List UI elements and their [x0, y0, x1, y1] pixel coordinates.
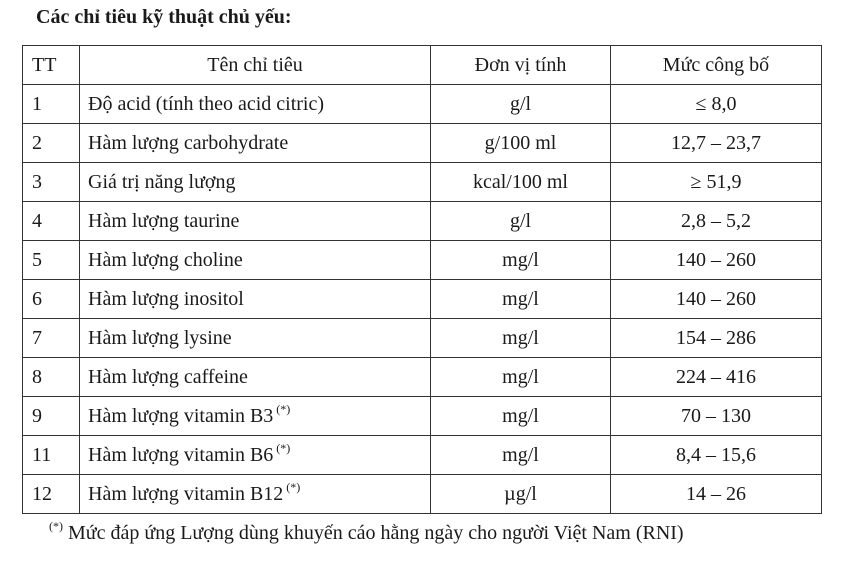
footnote-mark: (*): [49, 519, 63, 533]
cell-tt: [23, 358, 80, 397]
cell-tt-text: 5: [32, 248, 42, 271]
cell-unit: [431, 358, 611, 397]
note-mark: (*): [286, 479, 301, 494]
cell-level-text: 224 – 416: [676, 365, 756, 388]
header-unit: Đơn vị tính: [431, 46, 611, 85]
cell-name: [80, 475, 431, 514]
table-body: [23, 85, 822, 514]
table-row: [23, 202, 822, 241]
footnote: [49, 519, 684, 545]
cell-name: [80, 124, 431, 163]
cell-name-text: Hàm lượng inositol: [88, 287, 244, 310]
cell-unit-text: g/100 ml: [484, 131, 557, 154]
cell-level-text: 140 – 260: [676, 287, 756, 310]
cell-tt-text: 7: [32, 326, 42, 349]
cell-name-text: Hàm lượng vitamin B12: [88, 482, 284, 505]
section-heading: Các chỉ tiêu kỹ thuật chủ yếu:: [36, 6, 292, 28]
cell-level-text: 14 – 26: [686, 482, 746, 505]
header-level: Mức công bố: [611, 46, 822, 85]
cell-tt: [23, 241, 80, 280]
cell-tt-text: 3: [32, 170, 42, 193]
cell-level-text: 70 – 130: [681, 404, 751, 427]
table-row: [23, 85, 822, 124]
cell-name: [80, 85, 431, 124]
cell-level: [611, 319, 822, 358]
cell-level-text: 2,8 – 5,2: [681, 209, 751, 232]
table-row: [23, 241, 822, 280]
cell-level-text: ≥ 51,9: [690, 170, 742, 193]
table-row: [23, 280, 822, 319]
cell-unit: [431, 163, 611, 202]
cell-tt-text: 4: [32, 209, 42, 232]
cell-tt: [23, 475, 80, 514]
cell-tt-text: 12: [32, 482, 52, 505]
cell-unit: [431, 124, 611, 163]
cell-name-text: Hàm lượng caffeine: [88, 365, 248, 388]
table-row: [23, 475, 822, 514]
cell-level-text: 154 – 286: [676, 326, 756, 349]
cell-unit-text: mg/l: [502, 326, 539, 349]
cell-level-text: 140 – 260: [676, 248, 756, 271]
cell-name-text: Hàm lượng vitamin B3: [88, 404, 274, 427]
header-name: Tên chỉ tiêu: [80, 46, 431, 85]
cell-unit: [431, 319, 611, 358]
cell-level: [611, 358, 822, 397]
cell-tt: [23, 397, 80, 436]
cell-level-text: 8,4 – 15,6: [676, 443, 756, 466]
cell-level-text: 12,7 – 23,7: [671, 131, 761, 154]
cell-name-text: Hàm lượng choline: [88, 248, 243, 271]
cell-level: [611, 475, 822, 514]
cell-name: [80, 397, 431, 436]
cell-level: [611, 280, 822, 319]
cell-unit-text: mg/l: [502, 248, 539, 271]
table-row: [23, 319, 822, 358]
note-mark: (*): [276, 440, 291, 455]
cell-unit: [431, 241, 611, 280]
note-mark: (*): [276, 401, 291, 416]
cell-tt: [23, 202, 80, 241]
cell-unit-text: g/l: [509, 209, 532, 232]
cell-tt: [23, 163, 80, 202]
cell-name-text: Giá trị năng lượng: [88, 170, 236, 193]
cell-name: [80, 319, 431, 358]
cell-unit-text: g/l: [509, 92, 532, 115]
table-row: [23, 436, 822, 475]
cell-unit: [431, 85, 611, 124]
cell-unit-text: mg/l: [502, 365, 539, 388]
cell-level: [611, 163, 822, 202]
cell-name-text: Hàm lượng vitamin B6: [88, 443, 274, 466]
cell-tt-text: 2: [32, 131, 42, 154]
cell-level: [611, 202, 822, 241]
cell-name-text: Độ acid (tính theo acid citric): [88, 92, 325, 115]
table-row: [23, 358, 822, 397]
cell-unit-text: µg/l: [504, 482, 537, 505]
footnote-text: Mức đáp ứng Lượng dùng khuyến cáo hằng ngày cho người Việt Nam (RNI): [68, 522, 684, 544]
cell-name-text: Hàm lượng lysine: [88, 326, 232, 349]
cell-level: [611, 436, 822, 475]
cell-tt: [23, 280, 80, 319]
cell-name: [80, 436, 431, 475]
table-row: [23, 124, 822, 163]
table-row: [23, 163, 822, 202]
cell-unit-text: mg/l: [502, 404, 539, 427]
cell-level: [611, 397, 822, 436]
cell-level: [611, 85, 822, 124]
header-tt: TT: [23, 46, 80, 85]
cell-level: [611, 241, 822, 280]
cell-tt: [23, 319, 80, 358]
table-row: [23, 397, 822, 436]
cell-level: [611, 124, 822, 163]
cell-tt-text: 1: [32, 92, 42, 115]
cell-name: [80, 202, 431, 241]
cell-level-text: ≤ 8,0: [695, 92, 737, 115]
cell-tt-text: 9: [32, 404, 42, 427]
cell-unit: [431, 280, 611, 319]
cell-unit-text: mg/l: [502, 287, 539, 310]
cell-unit: [431, 202, 611, 241]
specification-table: [22, 45, 822, 514]
cell-tt-text: 6: [32, 287, 42, 310]
cell-unit: [431, 436, 611, 475]
cell-unit: [431, 475, 611, 514]
cell-tt: [23, 124, 80, 163]
cell-name-text: Hàm lượng carbohydrate: [88, 131, 289, 154]
cell-name: [80, 280, 431, 319]
cell-tt: [23, 85, 80, 124]
cell-unit: [431, 397, 611, 436]
cell-name: [80, 163, 431, 202]
cell-unit-text: mg/l: [502, 443, 539, 466]
cell-tt-text: 11: [32, 443, 52, 466]
table-header-row: [23, 46, 822, 85]
cell-name-text: Hàm lượng taurine: [88, 209, 240, 232]
cell-tt: [23, 436, 80, 475]
cell-tt-text: 8: [32, 365, 42, 388]
cell-name: [80, 358, 431, 397]
cell-name: [80, 241, 431, 280]
cell-unit-text: kcal/100 ml: [473, 170, 568, 193]
